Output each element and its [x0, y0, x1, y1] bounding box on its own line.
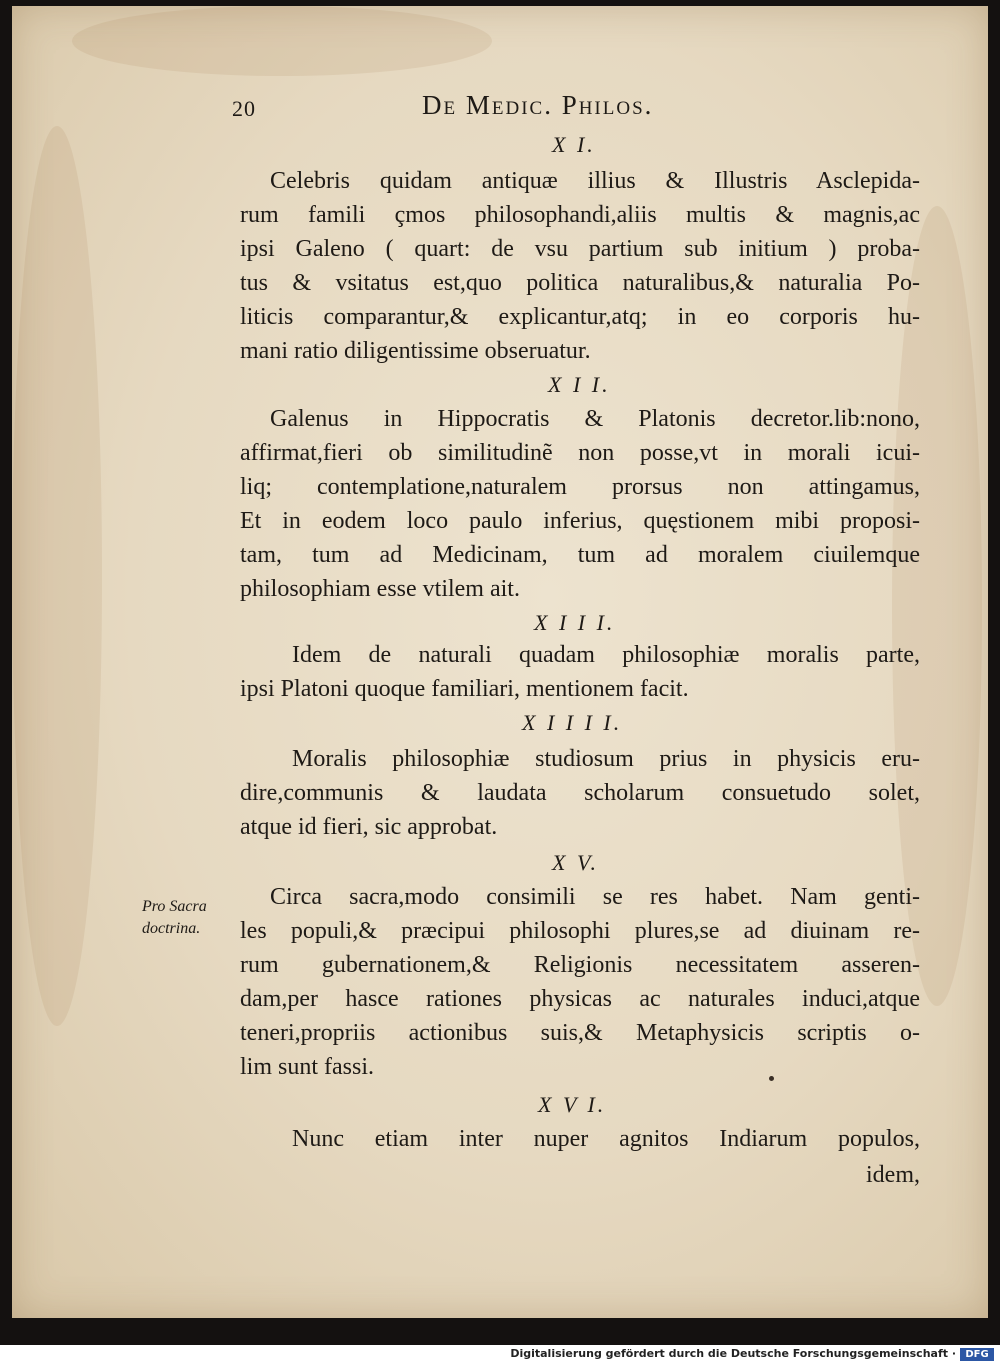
section-number: X I I I. [534, 610, 616, 635]
footer-bar [0, 1345, 1000, 1365]
catchword: idem, [866, 1162, 920, 1188]
text-line: liq; contemplatione,naturalem prorsus non attingamus, [240, 474, 920, 500]
section-number: X V I. [538, 1092, 607, 1117]
text-line: mani ratio diligentissime obseruatur. [240, 338, 591, 364]
text-line: Idem de naturali quadam philosophiæ moralis parte, [292, 642, 920, 668]
text-line: dire,communis & laudata scholarum consuetudo solet, [240, 780, 920, 806]
text-line: Celebris quidam antiquæ illius & Illustris Asclepida- [270, 168, 920, 194]
text-line: lim sunt fassi. [240, 1054, 375, 1080]
margin-note-line: Pro Sacra [142, 898, 207, 915]
text-line: Galenus in Hippocratis & Platonis decretor.lib:nono, [270, 406, 920, 432]
text-line: Moralis philosophiæ studiosum prius in physicis eru- [292, 746, 920, 772]
ink-speck [769, 1076, 774, 1081]
footer-credit: Digitalisierung gefördert durch die Deutsche Forschungsgemeinschaft · [510, 1347, 956, 1360]
text-line: Nunc etiam inter nuper agnitos Indiarum populos, [292, 1126, 920, 1152]
text-line: rum gubernationem,& Religionis necessitatem asseren- [240, 952, 920, 978]
section-number: X I I I I. [522, 710, 623, 735]
text-line: atque id fieri, sic approbat. [240, 814, 498, 840]
section-number: X I. [552, 132, 596, 157]
running-head [232, 90, 732, 126]
dfg-logo: DFG [960, 1348, 994, 1361]
page-number: 20 [232, 96, 256, 121]
text-line: affirmat,fieri ob similitudinẽ non posse,vt in morali icui- [240, 440, 920, 466]
text-line: tus & vsitatus est,quo politica naturalibus,& naturalia Po- [240, 270, 920, 296]
text-line: tam, tum ad Medicinam, tum ad moralem ciuilemque [240, 542, 920, 568]
paper-stain [12, 126, 102, 1026]
text-line: les populi,& præcipui philosophi plures,se ad diuinam re- [240, 918, 920, 944]
text-line: Et in eodem loco paulo inferius, quęstionem mibi proposi- [240, 508, 920, 534]
text-line: teneri,propriis actionibus suis,& Metaphysicis scriptis o- [240, 1020, 920, 1046]
paper-stain [72, 6, 492, 76]
margin-note-line: doctrina. [142, 920, 201, 937]
text-line: philosophiam esse vtilem ait. [240, 576, 520, 602]
header-title: De Medic. Philos. [422, 90, 654, 120]
text-line: Circa sacra,modo consimili se res habet. Nam genti- [270, 884, 920, 910]
text-line: ipsi Platoni quoque familiari, mentionem facit. [240, 676, 689, 702]
text-line: liticis comparantur,& explicantur,atq; in eo corporis hu- [240, 304, 920, 330]
book-page [12, 6, 988, 1318]
section-number: X V. [552, 850, 600, 875]
text-line: rum famili çmos philosophandi,aliis multis & magnis,ac [240, 202, 920, 228]
section-number: X I I. [548, 372, 611, 397]
text-line: ipsi Galeno ( quart: de vsu partium sub initium ) proba- [240, 236, 920, 262]
text-line: dam,per hasce rationes physicas ac naturales induci,atque [240, 986, 920, 1012]
